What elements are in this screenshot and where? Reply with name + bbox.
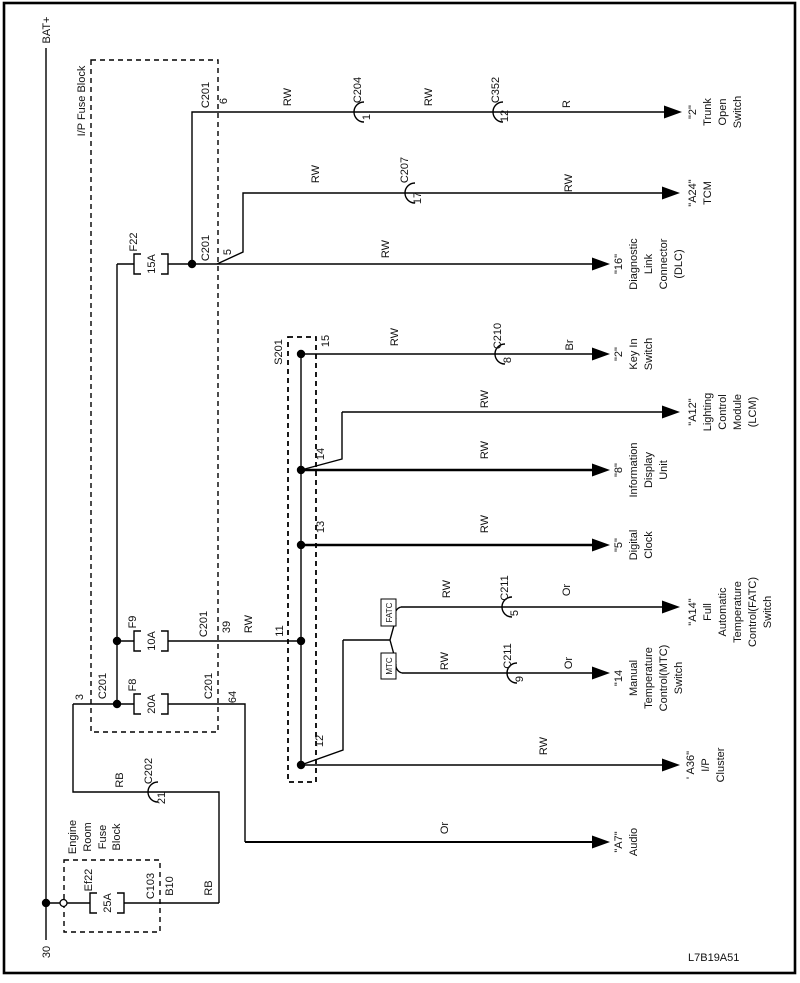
destination-audio [613, 828, 640, 856]
c204-pin: 1 [361, 113, 373, 121]
c201-pin5-conn: C201 [200, 234, 212, 262]
engine-room-title-line: Fuse [97, 824, 109, 850]
wire-label: RW [243, 614, 255, 634]
wire-label: Br [564, 339, 576, 351]
wire-label: RW [441, 579, 453, 599]
destination-line: "16" [613, 253, 625, 275]
destination-line: Control [717, 394, 729, 430]
destination-line: "A12" [687, 398, 699, 426]
destination-line: Clock [643, 531, 655, 559]
s201-pin14: 14 [315, 447, 327, 461]
wire-label: Or [561, 583, 573, 597]
c201-pin6-pin: 6 [218, 97, 230, 105]
arrow-keyin [592, 348, 610, 361]
destination-line: TCM [702, 181, 714, 205]
destination-lcm [687, 393, 759, 432]
c207-name: C207 [399, 156, 411, 184]
c201-pin3-conn: C201 [97, 672, 109, 700]
c210-pin: 8 [502, 356, 514, 364]
wire-label: RW [282, 87, 294, 107]
destination-line: Temperature [732, 581, 744, 643]
c201-pin64-conn: C201 [203, 672, 215, 700]
engine-room-title-line: Block [111, 823, 123, 851]
c201-pin5-pin: 5 [222, 248, 234, 256]
destination-line: Full [702, 603, 714, 621]
destination-line: (LCM) [747, 396, 759, 428]
destination-line: Cluster [715, 747, 727, 783]
destination-line: "A24" [687, 179, 699, 207]
arrow-lcm [662, 406, 680, 419]
c352-name: C352 [490, 76, 502, 104]
destination-line: Temperature [643, 647, 655, 709]
junction-dots [42, 260, 305, 907]
c103-pin: B10 [164, 876, 176, 896]
wire-label: RB [203, 880, 215, 896]
destination-line: Unit [658, 460, 670, 480]
destination-line: Lighting [702, 392, 714, 432]
destination-line: Display [643, 451, 655, 489]
wire-label: R [561, 100, 573, 108]
destination-keyin [613, 338, 655, 370]
wire-label: RW [479, 514, 491, 534]
destination-line: Open [717, 98, 729, 126]
destination-line: "2" [687, 105, 699, 119]
s201-pin11: 11 [274, 625, 286, 637]
s201-splice-label: S201 [273, 339, 285, 365]
destination-line: Digital [628, 529, 640, 561]
c211-mtc-name: C211 [502, 643, 514, 669]
destination-line: Audio [628, 827, 640, 857]
arrow-audio [592, 836, 610, 849]
c202-pin: 21 [156, 791, 168, 805]
wire-label: RB [114, 772, 126, 788]
destination-line: Key In [628, 338, 640, 370]
destination-line: Trunk [702, 98, 714, 126]
fuse-f22-rating: 15A [146, 254, 158, 274]
destination-line: "5" [613, 538, 625, 552]
arrow-dlc [592, 258, 610, 271]
destination-idu [613, 442, 670, 497]
wire-label: RW [563, 173, 575, 193]
destination-line: "A14" [687, 598, 699, 626]
fuse-f9-name: F9 [127, 615, 139, 629]
c211-fatc-pin: 5 [509, 609, 521, 617]
c210-name: C210 [492, 322, 504, 350]
wire-label: RW [310, 164, 322, 184]
destination-mtc [613, 645, 685, 712]
arrow-fatc [662, 601, 680, 614]
fuse-ef22-rating: 25A [102, 893, 114, 913]
c201-pin3-pin: 3 [74, 693, 86, 701]
arrow-cluster [662, 759, 680, 772]
destination-line: Automatic [717, 587, 729, 637]
destination-line: Module [732, 393, 744, 431]
c201-pin39-conn: C201 [198, 610, 210, 638]
wire-label: RW [479, 389, 491, 409]
destination-line: I/P [700, 758, 712, 772]
destination-line: Control(MTC) [658, 644, 670, 712]
destination-line: Control(FATC) [747, 576, 759, 648]
destination-line: (DLC) [673, 249, 685, 279]
fuse-f22-name: F22 [128, 232, 140, 252]
destination-line: Switch [732, 95, 744, 129]
c204-name: C204 [352, 76, 364, 104]
destination-line: ' A36" [685, 750, 697, 780]
wire-tcm [217, 193, 664, 264]
destination-line: Switch [673, 661, 685, 695]
c202-name: C202 [143, 757, 155, 785]
wire-label: Or [439, 821, 451, 835]
fuse-f8-rating: 20A [146, 694, 158, 714]
fuse-f9-rating: 10A [146, 631, 158, 651]
ip-fuse-block-title: I/P Fuse Block [76, 65, 88, 137]
destination-trunk [687, 96, 744, 128]
fuse-ef22-name: Ef22 [83, 868, 95, 892]
wire-label: RW [479, 440, 491, 460]
c201-pin39-pin: 39 [221, 620, 233, 634]
c201-pin6-conn: C201 [200, 81, 212, 109]
wire-label: Or [563, 656, 575, 670]
destination-tcm [687, 179, 714, 206]
battery-bus-label: BAT+ [41, 16, 53, 44]
destination-line: "14 [613, 669, 625, 687]
s201-pin15: 15 [320, 334, 332, 348]
fatc-tag-label: FATC [385, 602, 394, 623]
c211-mtc-pin: 9 [514, 675, 526, 683]
arrow-trunk [664, 106, 682, 119]
engine-room-title-line: Engine [67, 819, 79, 855]
engine-room-title-line: Room [82, 822, 94, 852]
wire-label: RW [439, 651, 451, 671]
destination-line: "2" [613, 347, 625, 361]
destination-clock [613, 530, 655, 561]
destination-line: Manual [628, 659, 640, 697]
destination-line: Switch [643, 337, 655, 371]
sheet-code: L7B19A51 [688, 952, 740, 964]
c201-pin64-pin: 64 [227, 690, 239, 704]
wire-trunk [192, 109, 665, 264]
c207-pin: 17 [412, 191, 424, 205]
s201-pin12: 12 [314, 734, 326, 748]
destination-line: Switch [762, 595, 774, 629]
arrow-idu [592, 464, 610, 477]
s201-pin13: 13 [315, 520, 327, 534]
c103-conn: C103 [145, 872, 157, 900]
wire-label: RW [423, 87, 435, 107]
wire-label: RW [380, 239, 392, 259]
c211-fatc-name: C211 [499, 575, 511, 601]
wire-label: RW [538, 736, 550, 756]
destination-line: Connector [658, 238, 670, 290]
wire-f8-out [168, 704, 245, 842]
arrow-mtc [592, 667, 610, 680]
destination-dlc [613, 238, 685, 290]
s201-splice-outline [288, 337, 316, 782]
mtc-tag-label: MTC [385, 657, 394, 675]
ef22-terminal-circle [60, 900, 67, 907]
c352-pin: 12 [499, 109, 511, 123]
arrow-clock [592, 539, 610, 552]
arrow-tcm [662, 187, 680, 200]
destination-fatc [687, 577, 774, 647]
destination-cluster [685, 747, 727, 782]
wire-label: RW [389, 327, 401, 347]
destination-line: "A7" [613, 831, 625, 853]
destination-line: Information [628, 442, 640, 498]
destination-line: Link [643, 253, 655, 275]
destination-line: "8" [613, 463, 625, 477]
mtc-connector-hook [396, 664, 402, 673]
fuse-f8-name: F8 [127, 678, 139, 692]
battery-terminal-label: 30 [41, 945, 53, 959]
destination-line: Diagnostic [628, 238, 640, 290]
